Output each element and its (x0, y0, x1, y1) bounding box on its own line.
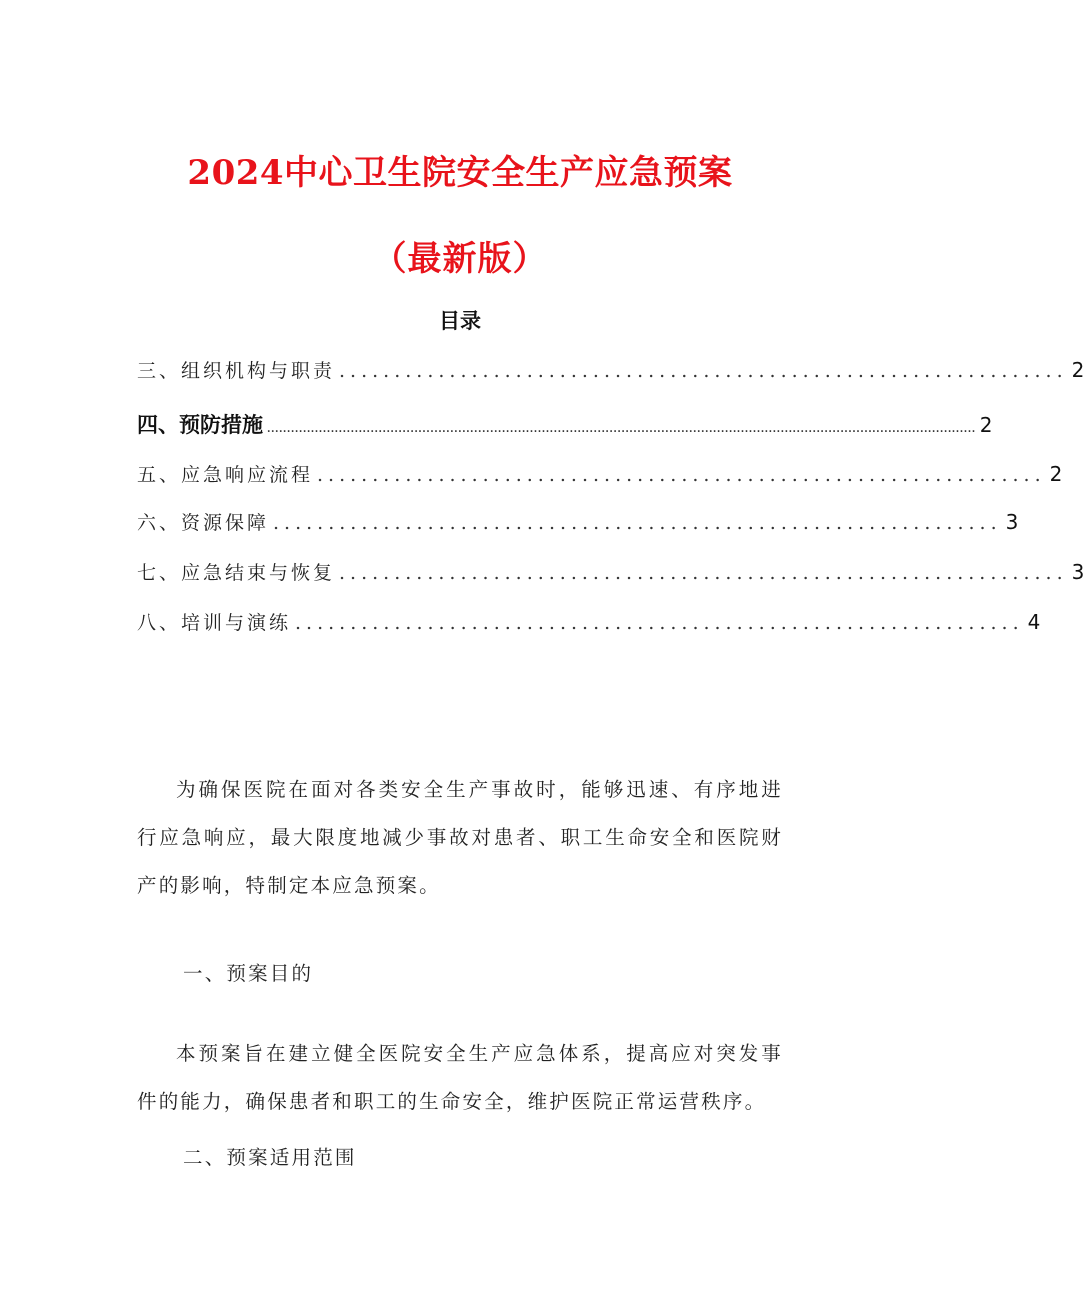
toc-item[interactable] (137, 356, 1084, 406)
section-heading: 一、预案目的 (183, 962, 314, 985)
section-heading: 二、预案适用范围 (183, 1146, 357, 1169)
toc-item-page: 3 (1005, 510, 1019, 534)
toc-leader-dots: .................................................................................................................................................................................. (267, 424, 976, 435)
toc-item-page: 4 (1027, 610, 1041, 634)
toc-item[interactable] (137, 558, 1084, 608)
toc-item-page: 2 (1071, 358, 1084, 382)
toc-item-label: 四、预防措施 (137, 413, 263, 437)
section-paragraph: 本预案旨在建立健全医院安全生产应急体系，提高应对突发事件的能力，确保患者和职工的生命安全，维护医院正常运营秩序。 (137, 1042, 783, 1113)
toc-leader-dots: .................................................................. (295, 612, 1024, 634)
toc-item[interactable] (137, 460, 1063, 510)
toc-leader-dots: .................................................................. (273, 512, 1002, 534)
toc-heading: 目录 (439, 309, 481, 333)
toc-item[interactable] (137, 608, 1041, 658)
toc-leader-dots: .................................................................. (339, 360, 1068, 382)
toc-item-label: 三、组织机构与职责 (137, 360, 336, 382)
toc-item-page: 2 (1049, 462, 1063, 486)
document-subtitle: （最新版） (372, 239, 548, 279)
toc-leader-dots: .................................................................. (339, 562, 1068, 584)
toc-item-label: 六、资源保障 (137, 512, 270, 534)
toc-item[interactable] (137, 409, 993, 459)
toc-item-page: 2 (979, 413, 993, 437)
toc-item-label: 八、培训与演练 (137, 612, 292, 634)
toc-item-label: 七、应急结束与恢复 (137, 562, 336, 584)
toc-item[interactable] (137, 508, 1019, 558)
toc-leader-dots: .................................................................. (317, 464, 1046, 486)
intro-paragraph: 为确保医院在面对各类安全生产事故时，能够迅速、有序地进行应急响应，最大限度地减少事故对患者、职工生命安全和医院财产的影响，特制定本应急预案。 (137, 778, 783, 897)
toc-item-label: 五、应急响应流程 (137, 464, 314, 486)
document-title: 2024中心卫生院安全生产应急预案 (187, 153, 733, 193)
toc-item-page: 3 (1071, 560, 1084, 584)
